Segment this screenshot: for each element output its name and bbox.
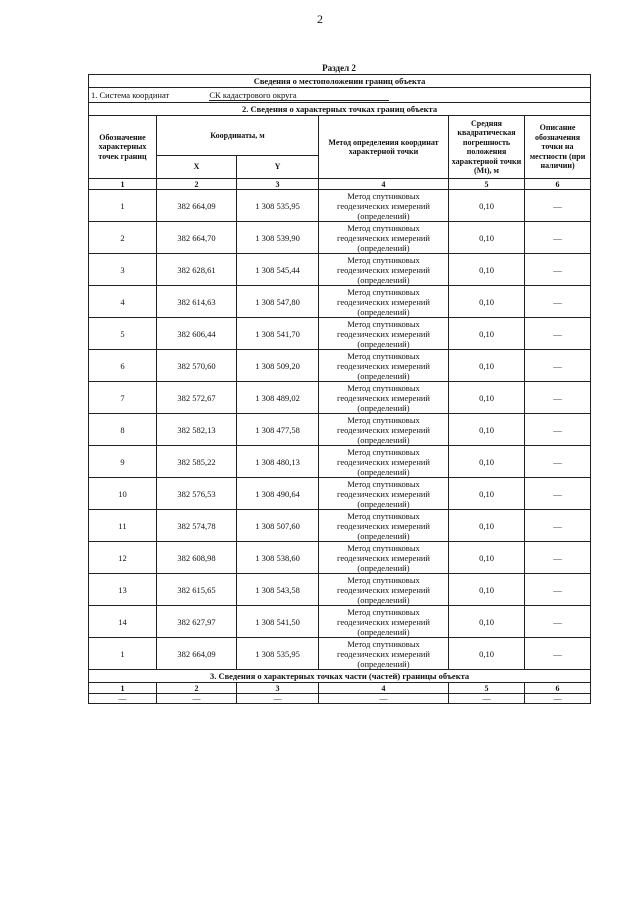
point-cell: 7 <box>89 382 157 414</box>
section3-cell: — <box>157 694 237 704</box>
accuracy-cell: 0,10 <box>449 542 525 574</box>
y-coordinate-cell: 1 308 535,95 <box>237 190 319 222</box>
x-coordinate-cell: 382 570,60 <box>157 350 237 382</box>
section3-title: 3. Сведения о характерных точках части (частей) границы объекта <box>89 670 591 683</box>
description-cell: — <box>525 254 591 286</box>
x-coordinate-cell: 382 606,44 <box>157 318 237 350</box>
y-coordinate-cell: 1 308 490,64 <box>237 478 319 510</box>
method-cell: Метод спутниковых геодезических измерений (определений) <box>319 254 449 286</box>
y-coordinate-cell: 1 308 541,50 <box>237 606 319 638</box>
point-cell: 8 <box>89 414 157 446</box>
method-cell: Метод спутниковых геодезических измерений (определений) <box>319 414 449 446</box>
point-cell: 4 <box>89 286 157 318</box>
table-row <box>89 414 591 446</box>
section-label: Раздел 2 <box>322 63 356 73</box>
description-cell: — <box>525 478 591 510</box>
method-cell: Метод спутниковых геодезических измерений (определений) <box>319 542 449 574</box>
accuracy-cell: 0,10 <box>449 446 525 478</box>
description-cell: — <box>525 286 591 318</box>
description-cell: — <box>525 350 591 382</box>
description-cell: — <box>525 318 591 350</box>
col-number: 3 <box>237 683 319 694</box>
point-cell: 13 <box>89 574 157 606</box>
accuracy-cell: 0,10 <box>449 286 525 318</box>
table-row <box>89 190 591 222</box>
accuracy-cell: 0,10 <box>449 382 525 414</box>
accuracy-cell: 0,10 <box>449 638 525 670</box>
table-row <box>89 254 591 286</box>
table-row <box>89 638 591 670</box>
accuracy-cell: 0,10 <box>449 478 525 510</box>
col-number: 1 <box>89 683 157 694</box>
table-row <box>89 382 591 414</box>
table-row <box>89 286 591 318</box>
x-coordinate-cell: 382 576,53 <box>157 478 237 510</box>
description-cell: — <box>525 446 591 478</box>
boundary-table <box>88 74 591 704</box>
col-number: 6 <box>525 683 591 694</box>
description-cell: — <box>525 510 591 542</box>
description-cell: — <box>525 542 591 574</box>
point-cell: 1 <box>89 638 157 670</box>
header-accuracy: Средняя квадратическая погрешность положения характерной точки (Mt), м <box>449 116 525 179</box>
y-coordinate-cell: 1 308 541,70 <box>237 318 319 350</box>
col-number: 3 <box>237 179 319 190</box>
table-row <box>89 446 591 478</box>
header-y: Y <box>237 156 319 179</box>
col-number: 4 <box>319 179 449 190</box>
description-cell: — <box>525 638 591 670</box>
x-coordinate-cell: 382 582,13 <box>157 414 237 446</box>
method-cell: Метод спутниковых геодезических измерений (определений) <box>319 510 449 542</box>
x-coordinate-cell: 382 572,67 <box>157 382 237 414</box>
method-cell: Метод спутниковых геодезических измерений (определений) <box>319 190 449 222</box>
description-cell: — <box>525 222 591 254</box>
section3-cell: — <box>449 694 525 704</box>
table-row <box>89 542 591 574</box>
section2-title: 2. Сведения о характерных точках границ объекта <box>89 103 591 116</box>
method-cell: Метод спутниковых геодезических измерений (определений) <box>319 574 449 606</box>
description-cell: — <box>525 382 591 414</box>
section3-cell: — <box>89 694 157 704</box>
method-cell: Метод спутниковых геодезических измерений (определений) <box>319 286 449 318</box>
col-number: 1 <box>89 179 157 190</box>
point-cell: 5 <box>89 318 157 350</box>
table-row <box>89 350 591 382</box>
coord-system-label: 1. Система координат <box>91 89 170 100</box>
section3-cell: — <box>237 694 319 704</box>
col-number: 5 <box>449 683 525 694</box>
table-row <box>89 222 591 254</box>
col-number: 2 <box>157 683 237 694</box>
description-cell: — <box>525 574 591 606</box>
description-cell: — <box>525 190 591 222</box>
point-cell: 6 <box>89 350 157 382</box>
points-body <box>89 190 591 670</box>
accuracy-cell: 0,10 <box>449 190 525 222</box>
coord-system-row <box>89 88 591 103</box>
header-point: Обозначение характерных точек границ <box>89 116 157 179</box>
accuracy-cell: 0,10 <box>449 606 525 638</box>
method-cell: Метод спутниковых геодезических измерений (определений) <box>319 382 449 414</box>
table-row <box>89 318 591 350</box>
method-cell: Метод спутниковых геодезических измерений (определений) <box>319 222 449 254</box>
y-coordinate-cell: 1 308 509,20 <box>237 350 319 382</box>
point-cell: 10 <box>89 478 157 510</box>
col-number: 6 <box>525 179 591 190</box>
point-cell: 12 <box>89 542 157 574</box>
y-coordinate-cell: 1 308 480,13 <box>237 446 319 478</box>
x-coordinate-cell: 382 628,61 <box>157 254 237 286</box>
x-coordinate-cell: 382 627,97 <box>157 606 237 638</box>
point-cell: 14 <box>89 606 157 638</box>
coord-system-value: СК кадастрового округа <box>209 90 389 101</box>
point-cell: 11 <box>89 510 157 542</box>
table-row <box>89 574 591 606</box>
description-cell: — <box>525 606 591 638</box>
method-cell: Метод спутниковых геодезических измерений (определений) <box>319 606 449 638</box>
y-coordinate-cell: 1 308 477,58 <box>237 414 319 446</box>
section3-cell: — <box>319 694 449 704</box>
method-cell: Метод спутниковых геодезических измерений (определений) <box>319 318 449 350</box>
accuracy-cell: 0,10 <box>449 510 525 542</box>
col-number: 5 <box>449 179 525 190</box>
method-cell: Метод спутниковых геодезических измерений (определений) <box>319 638 449 670</box>
point-cell: 2 <box>89 222 157 254</box>
y-coordinate-cell: 1 308 545,44 <box>237 254 319 286</box>
accuracy-cell: 0,10 <box>449 350 525 382</box>
y-coordinate-cell: 1 308 507,60 <box>237 510 319 542</box>
table-row <box>89 510 591 542</box>
table-row <box>89 478 591 510</box>
col-number: 2 <box>157 179 237 190</box>
y-coordinate-cell: 1 308 539,90 <box>237 222 319 254</box>
x-coordinate-cell: 382 615,65 <box>157 574 237 606</box>
header-method: Метод определения координат характерной точки <box>319 116 449 179</box>
accuracy-cell: 0,10 <box>449 222 525 254</box>
col-number: 4 <box>319 683 449 694</box>
x-coordinate-cell: 382 574,78 <box>157 510 237 542</box>
x-coordinate-cell: 382 608,98 <box>157 542 237 574</box>
y-coordinate-cell: 1 308 535,95 <box>237 638 319 670</box>
point-cell: 9 <box>89 446 157 478</box>
point-cell: 3 <box>89 254 157 286</box>
method-cell: Метод спутниковых геодезических измерений (определений) <box>319 478 449 510</box>
accuracy-cell: 0,10 <box>449 414 525 446</box>
accuracy-cell: 0,10 <box>449 318 525 350</box>
x-coordinate-cell: 382 664,70 <box>157 222 237 254</box>
x-coordinate-cell: 382 664,09 <box>157 638 237 670</box>
header-description: Описание обозначения точки на местности (при наличии) <box>525 116 591 179</box>
section3-cell: — <box>525 694 591 704</box>
header-x: X <box>157 156 237 179</box>
y-coordinate-cell: 1 308 489,02 <box>237 382 319 414</box>
x-coordinate-cell: 382 585,22 <box>157 446 237 478</box>
accuracy-cell: 0,10 <box>449 574 525 606</box>
table-title: Сведения о местоположении границ объекта <box>89 75 591 88</box>
y-coordinate-cell: 1 308 538,60 <box>237 542 319 574</box>
method-cell: Метод спутниковых геодезических измерений (определений) <box>319 446 449 478</box>
method-cell: Метод спутниковых геодезических измерений (определений) <box>319 350 449 382</box>
y-coordinate-cell: 1 308 547,80 <box>237 286 319 318</box>
page-number: 2 <box>317 12 323 26</box>
x-coordinate-cell: 382 664,09 <box>157 190 237 222</box>
description-cell: — <box>525 414 591 446</box>
y-coordinate-cell: 1 308 543,58 <box>237 574 319 606</box>
x-coordinate-cell: 382 614,63 <box>157 286 237 318</box>
document-sheet <box>88 62 590 704</box>
header-coords: Координаты, м <box>157 116 319 156</box>
point-cell: 1 <box>89 190 157 222</box>
table-row <box>89 606 591 638</box>
accuracy-cell: 0,10 <box>449 254 525 286</box>
